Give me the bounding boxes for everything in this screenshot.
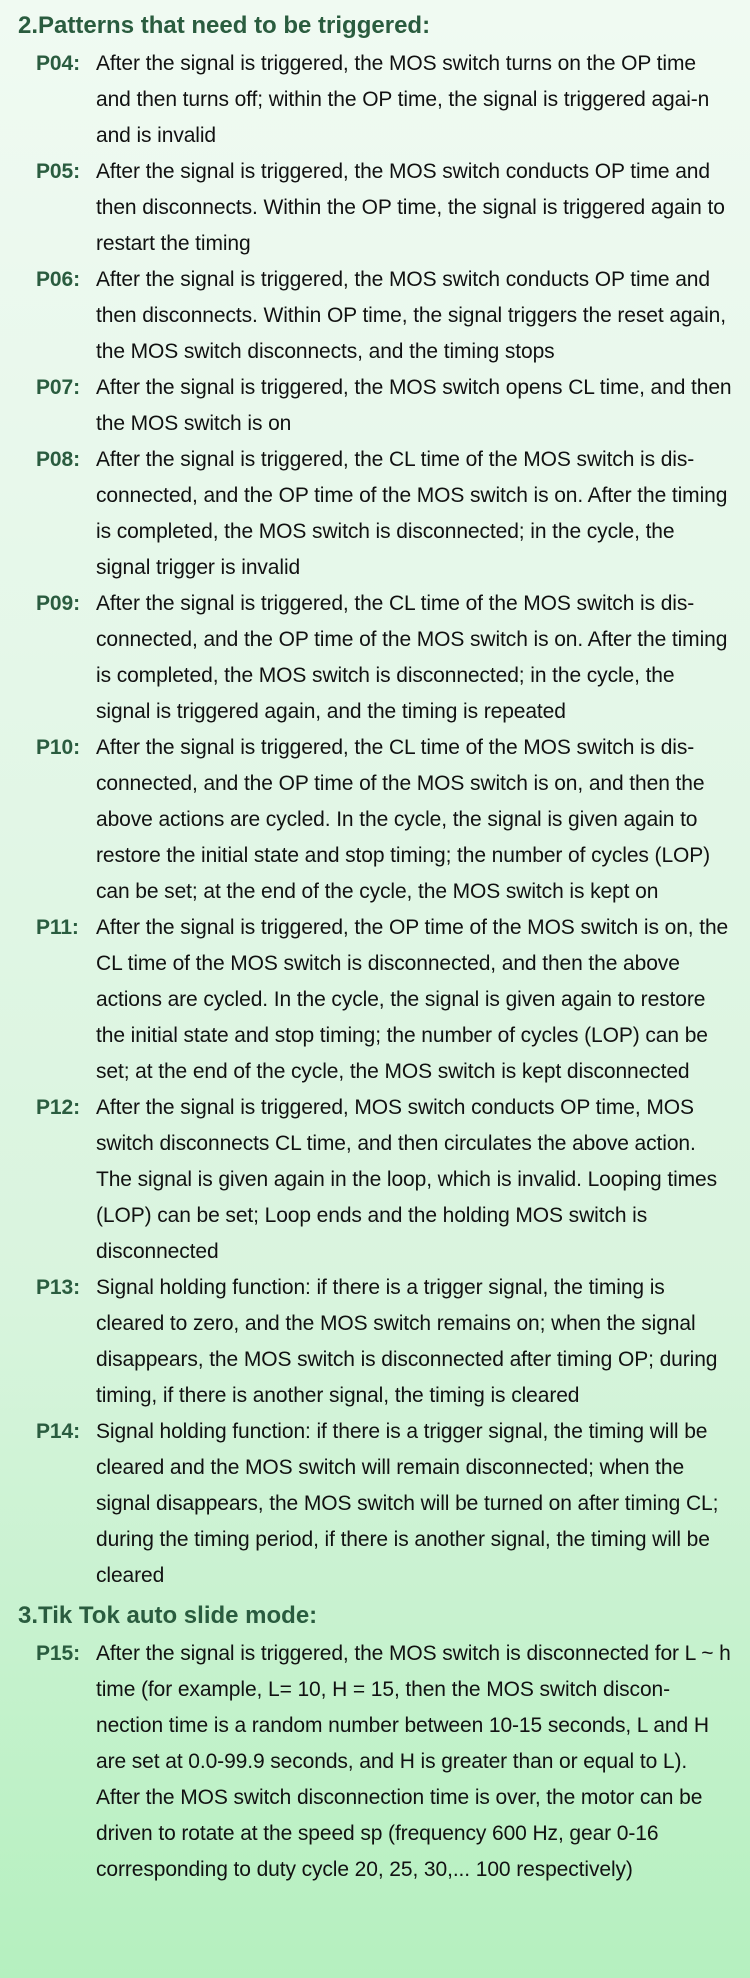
mode-description: After the signal is triggered, the MOS switch is disconnected for L ~ h time (for example, L= 10, H = 15, then the MOS switch discon-nection time is a random number between 10-15 seconds, L and H are set at 0.0-99.9 seconds, and H is greater than or equal to L). After the MOS switch disconnection time is over, the motor can be driven to rotate at the speed sp (frequency 600 Hz, gear 0-16 corresponding to duty cycle 20, 25, 30,... 100 respectively)	[96, 1642, 731, 1881]
mode-code: P09:	[36, 592, 80, 615]
mode-p09	[18, 586, 738, 730]
mode-description: After the signal is triggered, the MOS switch opens CL time, and then the MOS switch is on	[96, 376, 732, 435]
mode-description: After the signal is triggered, the MOS switch conducts OP time and then disconnects. Within OP time, the signal triggers the reset again, the MOS switch disconnects, and the timing stops	[96, 268, 726, 363]
mode-code: P06:	[36, 268, 80, 291]
mode-p08	[18, 442, 738, 586]
mode-code: P15:	[36, 1642, 80, 1665]
mode-code: P13:	[36, 1276, 80, 1299]
mode-code: P07:	[36, 376, 80, 399]
mode-description: Signal holding function: if there is a trigger signal, the timing is cleared to zero, and the MOS switch remains on; when the signal disappears, the MOS switch is disconnected after timing OP; during timing, if there is another signal, the timing is cleared	[96, 1276, 718, 1407]
mode-code: P04:	[36, 52, 80, 75]
mode-description: After the signal is triggered, the CL time of the MOS switch is dis-connected, and the OP time of the MOS switch is on. After the timing is completed, the MOS switch is disconnected; in the cycle, the signal is triggered again, and the timing is repeated	[96, 592, 728, 723]
mode-code: P05:	[36, 160, 80, 183]
mode-p13	[18, 1270, 738, 1414]
mode-p04	[18, 46, 738, 154]
mode-description: After the signal is triggered, the CL time of the MOS switch is dis-connected, and the OP time of the MOS switch is on, and then the above actions are cycled. In the cycle, the signal is given again to restore the initial state and stop timing; the number of cycles (LOP) can be set; at the end of the cycle, the MOS switch is kept on	[96, 736, 711, 903]
mode-code: P12:	[36, 1096, 80, 1119]
mode-description: After the signal is triggered, the MOS switch conducts OP time and then disconnects. Within the OP time, the signal is triggered again to restart the timing	[96, 160, 725, 255]
mode-p14	[18, 1414, 738, 1594]
mode-description: Signal holding function: if there is a trigger signal, the timing will be cleared and the MOS switch will remain disconnected; when the signal disappears, the MOS switch will be turned on after timing CL; during the timing period, if there is another signal, the timing will be cleared	[96, 1420, 719, 1587]
mode-description: After the signal is triggered, the OP time of the MOS switch is on, the CL time of the MOS switch is disconnected, and then the above actions are cycled. In the cycle, the signal is given again to restore the initial state and stop timing; the number of cycles (LOP) can be set; at the end of the cycle, the MOS switch is kept disconnected	[96, 916, 729, 1083]
mode-p11	[18, 910, 738, 1090]
mode-description: After the signal is triggered, the MOS switch turns on the OP time and then turns off; within the OP time, the signal is triggered agai-n and is invalid	[96, 52, 710, 147]
mode-code: P10:	[36, 736, 80, 759]
mode-p10	[18, 730, 738, 910]
mode-description: After the signal is triggered, the CL time of the MOS switch is dis-connected, and the OP time of the MOS switch is on. After the timing is completed, the MOS switch is disconnected; in the cycle, the signal trigger is invalid	[96, 448, 728, 579]
mode-p06	[18, 262, 738, 370]
mode-p07	[18, 370, 738, 442]
mode-code: P14:	[36, 1420, 80, 1443]
mode-code: P08:	[36, 448, 80, 471]
mode-description: After the signal is triggered, MOS switch conducts OP time, MOS switch disconnects CL time, and then circulates the above action. The signal is given again in the loop, which is invalid. Looping times (LOP) can be set; Loop ends and the holding MOS switch is disconnected	[96, 1096, 718, 1263]
section-2-heading: 2.Patterns that need to be triggered:	[18, 12, 431, 39]
mode-p12	[18, 1090, 738, 1270]
section-3-heading: 3.Tik Tok auto slide mode:	[18, 1602, 318, 1629]
mode-p15	[18, 1636, 738, 1888]
mode-code: P11:	[36, 916, 79, 939]
mode-p05	[18, 154, 738, 262]
